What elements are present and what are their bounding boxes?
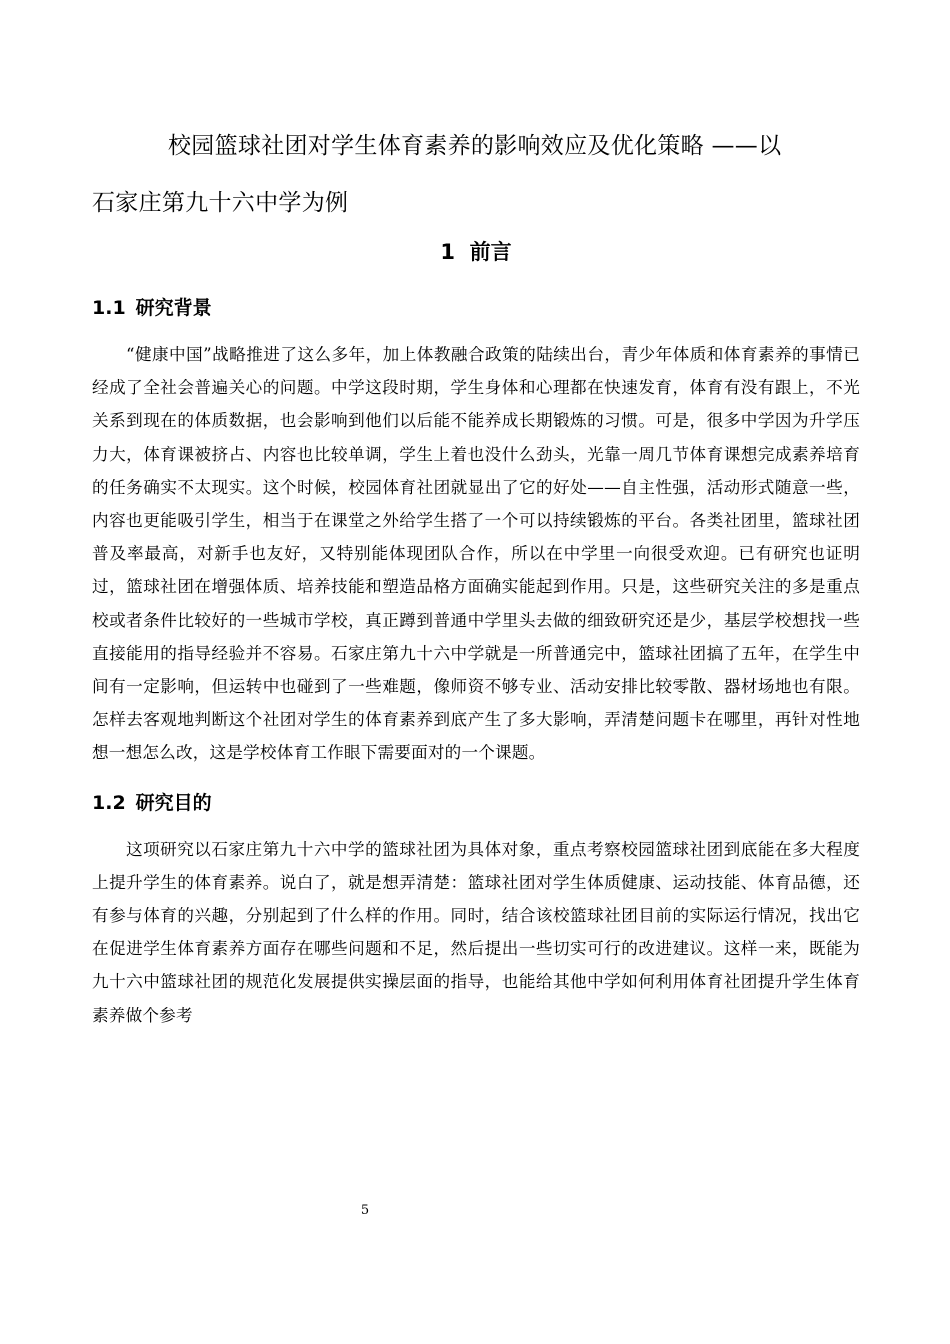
section-body-background: “健康中国”战略推进了这么多年，加上体教融合政策的陆续出台，青少年体质和体育素养的事情已经成了全社会普遍关心的问题。中学这段时期，学生身体和心理都在快速发育，体育有没有跟上，不光关系到现在的体质数据，也会影响到他们以后能不能养成长期锻炼的习惯。可是，很多中学因为升学压力大，体育课被挤占、内容也比较单调，学生上着也没什么劲头，光靠一周几节体育课想完成素养培育的任务确实不太现实。这个时候，校园体育社团就显出了它的好处——自主性强，活动形式随意一些，内容也更能吸引学生，相当于在课堂之外给学生搭了一个可以持续锻炼的平台。各类社团里，篮球社团普及率最高，对新手也友好，又特别能体现团队合作，所以在中学里一向很受欢迎。已有研究也证明过，篮球社团在增强体质、培养技能和塑造品格方面确实能起到作用。只是，这些研究关注的多是重点校或者条件比较好的一些城市学校，真正蹲到普通中学里头去做的细致研究还是少，基层学校想找一些直接能用的指导经验并不容易。石家庄第九十六中学就是一所普通完中，篮球社团搞了五年，在学生中间有一定影响，但运转中也碰到了一些难题，像师资不够专业、活动安排比较零散、器材场地也有限。怎样去客观地判断这个社团对学生的体育素养到底产生了多大影响，弄清楚问题卡在哪里，再针对性地想一想怎么改，这是学校体育工作眼下需要面对的一个课题。 [92,345,860,763]
section-title: 研究目的 [135,791,212,814]
section-title: 研究背景 [135,297,212,319]
chapter-title: 前言 [469,240,512,264]
section-heading-background [92,288,860,328]
section-number: 1.1 [92,297,126,319]
document-title [92,118,860,232]
section-body-purpose: 这项研究以石家庄第九十六中学的篮球社团为具体对象，重点考察校园篮球社团到底能在多大程度上提升学生的体育素养。说白了，就是想弄清楚：篮球社团对学生体质健康、运动技能、体育品德，还有参与体育的兴趣，分别起到了什么样的作用。同时，结合该校篮球社团目前的实际运行情况，找出它在促进学生体育素养方面存在哪些问题和不足，然后提出一些切实可行的改进建议。这样一来，既能为九十六中篮球社团的规范化发展提供实操层面的指导，也能给其他中学如何利用体育社团提升学生体育素养做个参考 [92,839,860,1025]
title-line-1: 校园篮球社团对学生体育素养的影响效应及优化策略 ——以 [168,133,782,159]
section-number: 1.2 [92,791,126,814]
section-heading-purpose [92,783,860,823]
chapter-heading [92,232,860,272]
document-page [92,118,860,1032]
title-line-2: 石家庄第九十六中学为例 [92,190,349,216]
page-number: 5 [360,1203,370,1218]
chapter-number: 1 [440,240,455,264]
